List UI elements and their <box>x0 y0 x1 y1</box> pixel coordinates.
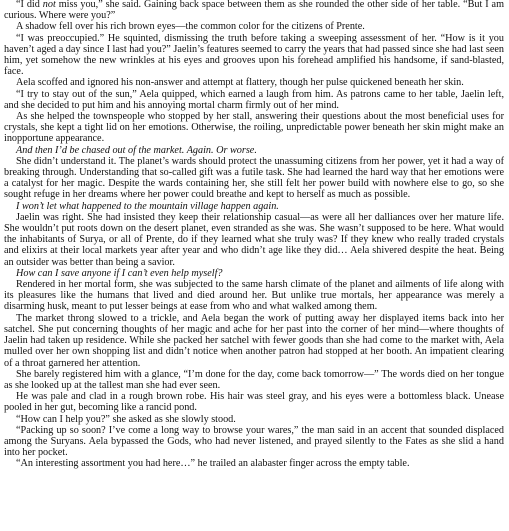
text-run: She barely registered him with a glance, “I’m done for the day, come back tomorrow—” The words died on her tongue as she looked up at the tallest man she had ever seen. <box>4 368 504 391</box>
paragraph-thought <box>4 201 504 212</box>
paragraph <box>4 313 504 369</box>
paragraph <box>4 77 504 88</box>
paragraph <box>4 0 504 21</box>
text-run: He was pale and clad in a rough brown robe. His hair was steel gray, and his eyes were a bottomless black. Unease pooled in her gut, becoming like a rancid pond. <box>4 391 504 414</box>
paragraph <box>4 89 504 111</box>
paragraph <box>4 21 504 32</box>
emphasis-text: How can I save anyone if I can’t even help myself? <box>16 267 223 279</box>
paragraph <box>4 111 504 145</box>
text-run: “I try to stay out of the sun,” Aela quipped, which earned a laugh from him. As patrons came to her table, Jaelin left, and she decided to put him and his annoying mortal charm firmly out of her mind. <box>4 88 504 111</box>
paragraph <box>4 425 504 459</box>
paragraph <box>4 414 504 425</box>
text-run: “How can I help you?” she asked as she slowly stood. <box>16 413 236 425</box>
paragraph-thought <box>4 268 504 279</box>
emphasis-text: I won’t let what happened to the mountain village happen again. <box>16 200 279 212</box>
text-run: The market throng slowed to a trickle, and Aela began the work of putting away her displayed items back into her satchel. She put concerning thoughts of her magic and ache for her past into the corner of her mind—where thoughts of Jaelin had taken up residence. While she packed her satchel with fewer goods than she had come to the market with, Aela mulled over her own shopping list and didn’t notice when another patron had stopped at her booth. An impatient clearing of a throat garnered her attention. <box>4 312 504 369</box>
text-run: Rendered in her mortal form, she was subjected to the same harsh climate of the planet and ailments of life along with its pleasures like the humans that lived and died around her. But unlike true mortals, her appearance was merely a disarming husk, meant to put lesser beings at ease from who and what walked among them. <box>4 279 504 313</box>
paragraph <box>4 156 504 201</box>
paragraph <box>4 369 504 391</box>
text-run: “An interesting assortment you had here…” he trailed an alabaster finger across the empty table. <box>16 458 410 470</box>
paragraph <box>4 33 504 78</box>
text-run: Aela scoffed and ignored his non-answer and attempt at flattery, though her pulse quickened beneath her skin. <box>16 77 464 89</box>
text-run: Jaelin was right. She had insisted they keep their relationship casual—as were all her dalliances over her mature life. She wouldn’t put roots down on the desert planet, even stranded as she was. She wasn’t supposed to be here. What would the inhabitants of Surya, or all of Prente, do if they learned what she truly was? If they knew who really traded crystals and elixirs at their local markets year after year and who didn’t age like they did… Aela shivered despite the heat. Being an outsider was better than being a savior. <box>4 211 504 268</box>
text-run: miss you,” she said. Gaining back space between them as she rounded the other side of her table. “But I am curious. Where were you?” <box>4 0 504 22</box>
text-run: “I did <box>16 0 43 10</box>
paragraph <box>4 279 504 313</box>
emphasis-text: And then I’d be chased out of the market. Again. Or worse. <box>16 144 257 156</box>
paragraph-thought <box>4 145 504 156</box>
text-run: “I was preoccupied.” He squinted, dismissing the truth before taking a sweeping assessment of her. “How is it you haven’t aged a day since I last had you?” Jaelin’s features seemed to carry the years that had passed since she had last seen him, yet somehow the new wrinkles at his eyes and grooves upon his forehead amplified his handsome, if sand-blasted, face. <box>4 32 504 78</box>
paragraph <box>4 458 504 469</box>
emphasis-text: not <box>42 0 56 10</box>
text-run: “Packing up so soon? I’ve come a long way to browse your wares,” the man said in an accent that sounded displaced among the Suryans. Aela bypassed the Gods, who had never listened, and prayed silently to the Fates as she slid a hand into her pocket. <box>4 424 504 459</box>
text-run: A shadow fell over his rich brown eyes—the common color for the citizens of Prente. <box>16 21 365 33</box>
text-run: She didn’t understand it. The planet’s wards should protect the unassuming citizens from her power, yet it had a way of breaking through. Understanding that so-called gift was a futile task. She had learned the hard way that her emotions were a catalyst for her magic. Despite the wards containing her, she still felt her power build with nowhere else to go, so she sought refuge in her dreams where her power could breathe and kept to herself as much as possible. <box>4 155 504 201</box>
paragraph <box>4 391 504 413</box>
text-run: As she helped the townspeople who stopped by her stall, answering their questions about the most beneficial uses for crystals, she kept a tight lid on her emotions. Otherwise, the roiling, unpredictable power beneath her skin might make an inopportune appearance. <box>4 111 504 145</box>
paragraph <box>4 212 504 268</box>
